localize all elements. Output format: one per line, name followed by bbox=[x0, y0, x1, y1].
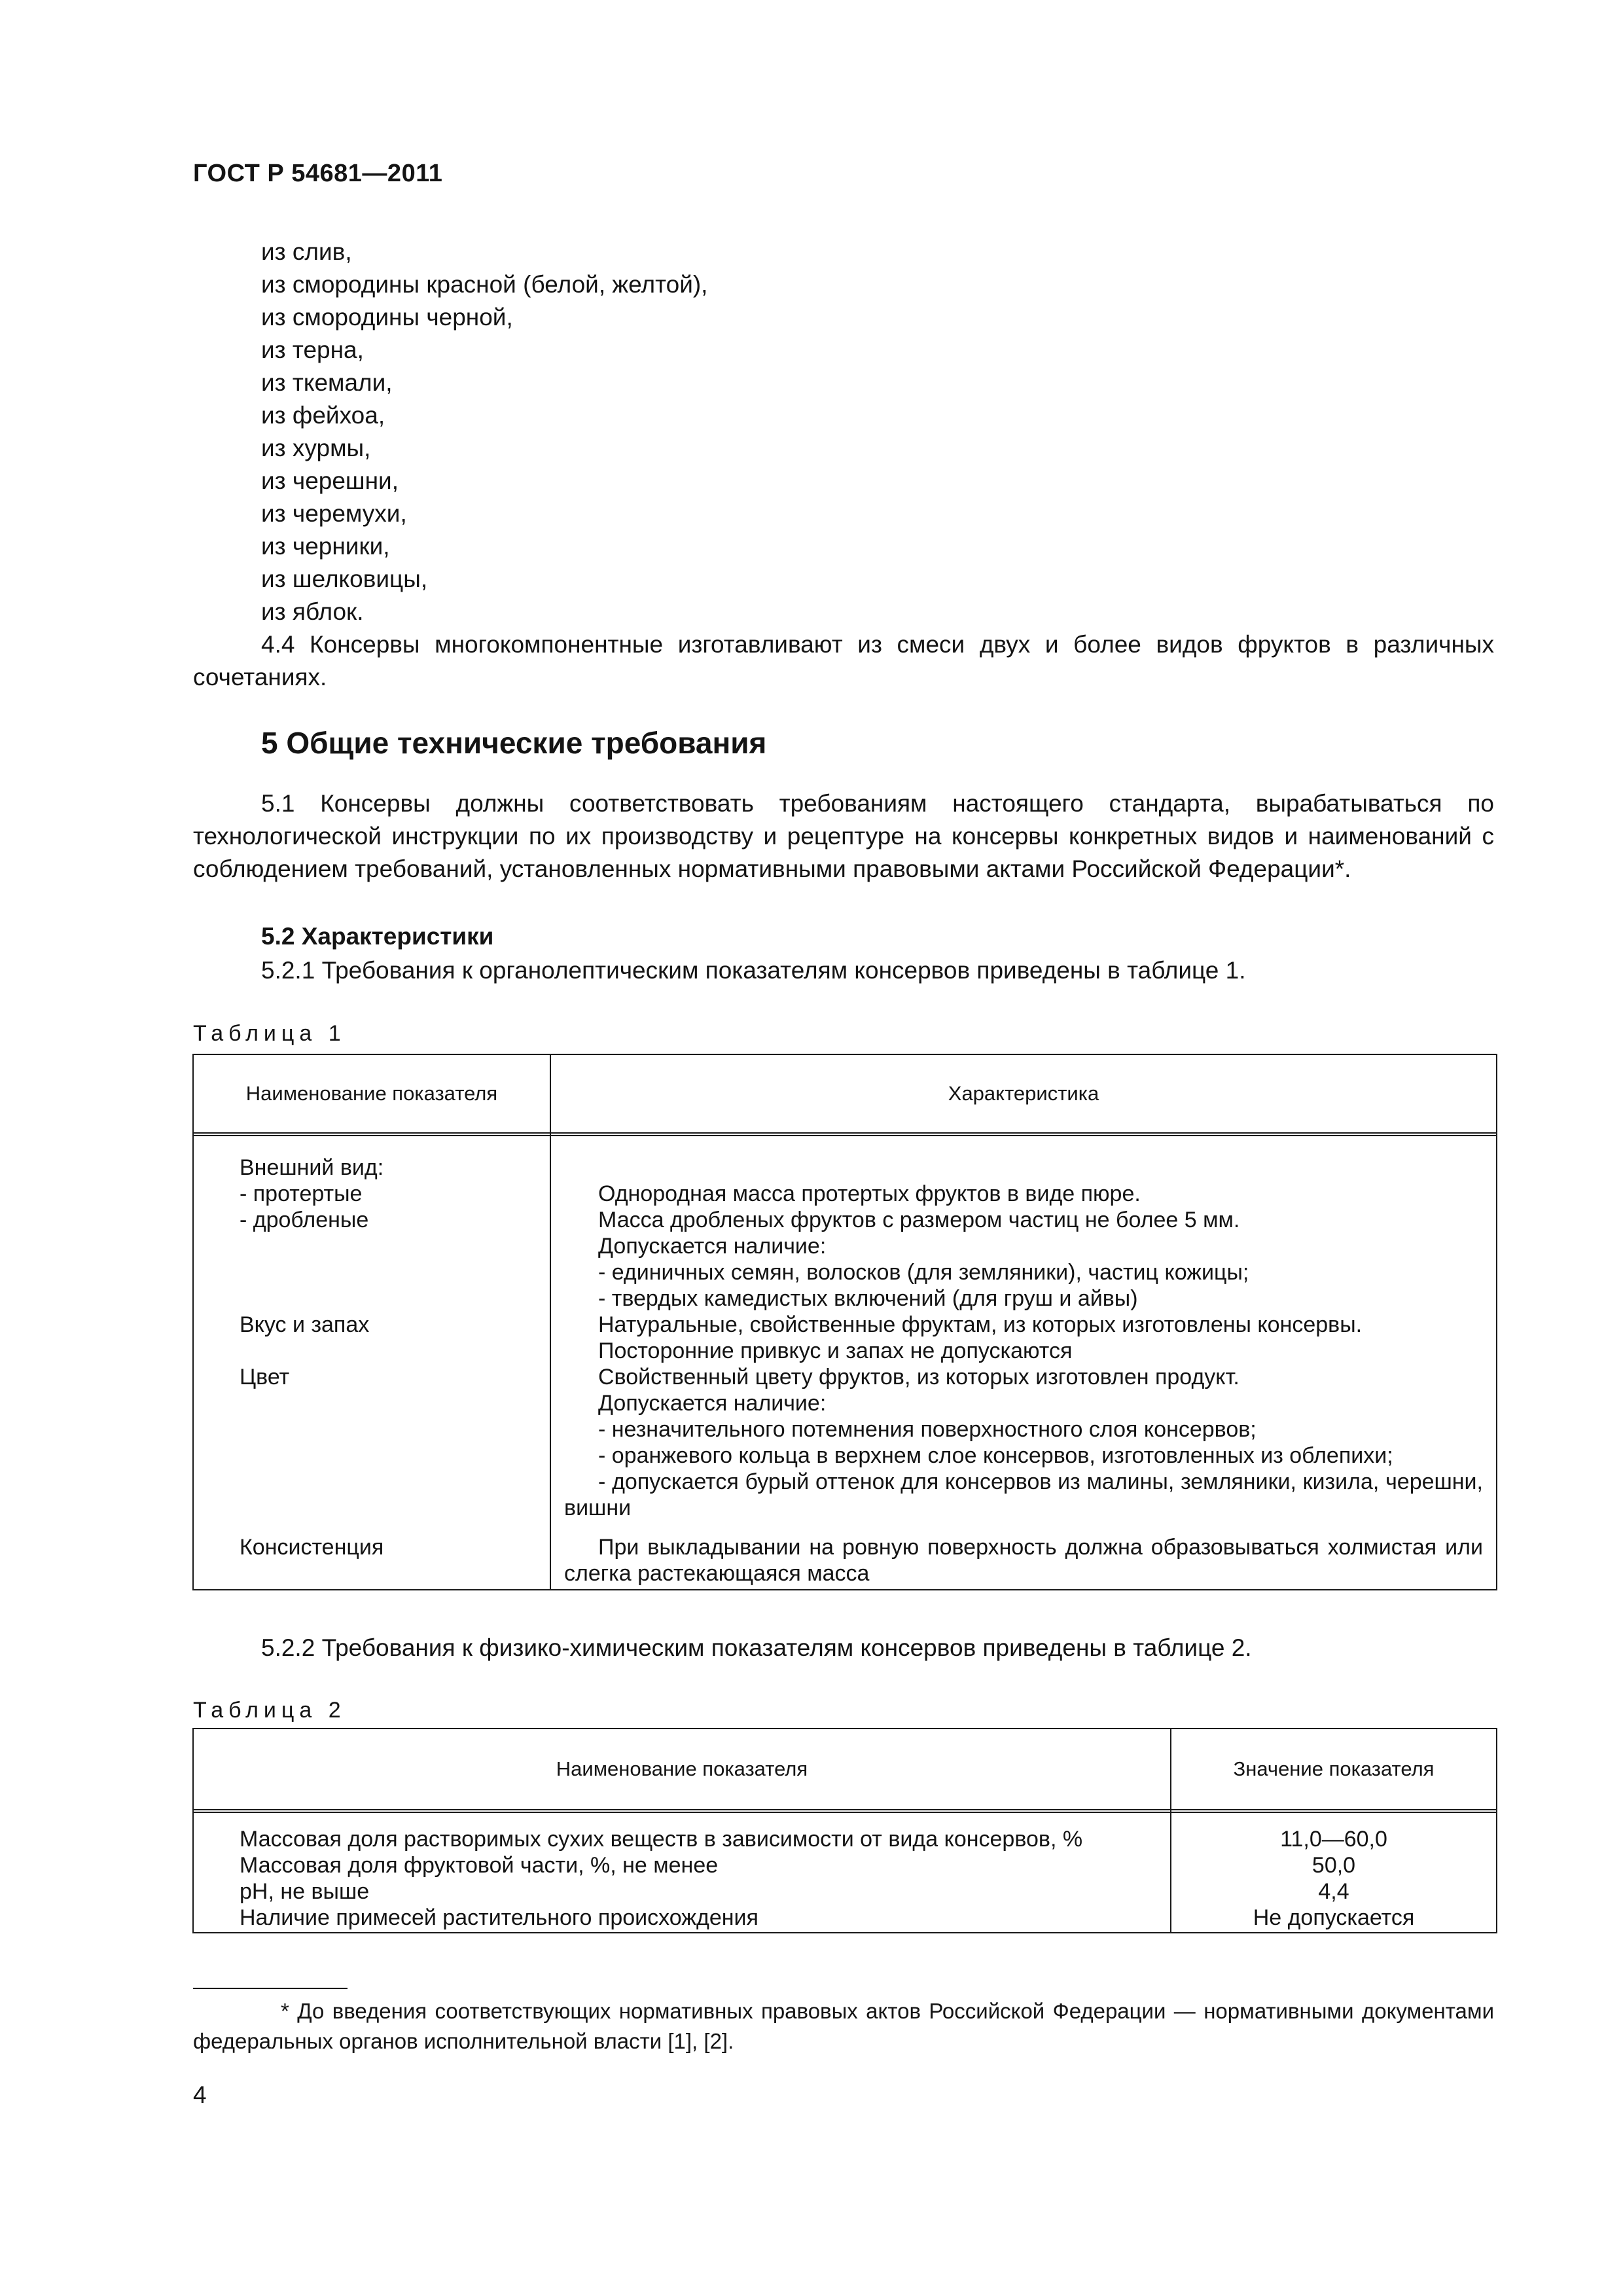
table1-header-name: Наименование показателя bbox=[245, 1082, 498, 1105]
table-cell: Не допускается bbox=[1253, 1905, 1415, 1930]
table-cell: 50,0 bbox=[1311, 1853, 1356, 1878]
table2-values bbox=[1171, 1826, 1496, 1931]
table1-consistency-label: Консистенция bbox=[240, 1535, 384, 1560]
table1-right-column: Однородная масса протертых фруктов в виде пюре. Масса дробленых фруктов с размером частиц не более 5 мм. Допускается наличие: - единичных семян, волосков (для земляники), частиц кожицы; - твердых камедистых включений (для груш и айвы) Натуральные, свойственные фруктам, из которых изготовлены консервы. Посторонние привкус и запах не допускаются Свойственный цвету фруктов, из которых изготовлен продукт. Допускается наличие: - незначительного потемнения поверхностного слоя консервов; - оранжевого кольца в верхнем слое консервов, изготовленных из облепихи; bbox=[598, 1181, 1393, 1468]
table-row: pH, не выше bbox=[240, 1879, 370, 1904]
table-cell: 4,4 bbox=[1318, 1879, 1349, 1904]
list-item: из смородины черной, bbox=[261, 304, 513, 331]
list-item: из шелковицы, bbox=[261, 565, 428, 592]
paragraph-5-2-1: 5.2.1 Требования к органолептическим показателям консервов приведены в таблице 1. bbox=[261, 957, 1246, 984]
table1-brown-tint-note: - допускается бурый оттенок для консервов из малины, земляники, кизила, черешни, вишни bbox=[564, 1469, 1483, 1520]
page-number: 4 bbox=[193, 2081, 207, 2108]
section-5-title: 5 Общие технические требования bbox=[261, 726, 767, 760]
list-item: из терна, bbox=[261, 336, 364, 363]
fruit-list bbox=[261, 236, 707, 628]
table-row: Массовая доля фруктовой части, %, не менее bbox=[240, 1853, 719, 1878]
table-row: Наличие примесей растительного происхождения bbox=[240, 1905, 758, 1930]
table1-consistency-text: При выкладывании на ровную поверхность должна образовываться холмистая или слегка растекающаяся масса bbox=[564, 1535, 1483, 1586]
table1-left-column: Внешний вид: - протертые - дробленые Вкус и запах Цвет bbox=[240, 1155, 384, 1390]
paragraph-5-2-2: 5.2.2 Требования к физико-химическим показателям консервов приведены в таблице 2. bbox=[261, 1634, 1252, 1661]
list-item: из ткемали, bbox=[261, 369, 393, 396]
table1-caption: Таблица 1 bbox=[193, 1021, 346, 1046]
table2-header-value: Значение показателя bbox=[1233, 1757, 1435, 1780]
subsection-5-2-title: 5.2 Характеристики bbox=[261, 923, 494, 950]
list-item: из смородины красной (белой, желтой), bbox=[261, 271, 708, 298]
list-item: из черешни, bbox=[261, 467, 399, 494]
list-item: из черемухи, bbox=[261, 500, 407, 527]
list-item: из слив, bbox=[261, 238, 352, 265]
list-item: из хурмы, bbox=[261, 435, 371, 461]
list-item: из фейхоа, bbox=[261, 402, 385, 429]
table-1 bbox=[192, 1054, 1497, 1590]
footnote-divider bbox=[193, 1988, 348, 1989]
list-item: из черники, bbox=[261, 533, 390, 560]
table2-names bbox=[240, 1826, 1082, 1931]
footnote: * До введения соответствующих нормативных правовых актов Российской Федерации — нормативными документами федеральных органов исполнительной власти [1], [2]. bbox=[193, 1999, 1494, 2053]
list-item: из яблок. bbox=[261, 598, 364, 625]
table2-header-name: Наименование показателя bbox=[556, 1757, 808, 1780]
table-cell: 11,0—60,0 bbox=[1280, 1827, 1387, 1852]
paragraph-5-1: 5.1 Консервы должны соответствовать требованиям настоящего стандарта, вырабатываться по технологической инструкции по их производству и рецептуре на консервы конкретных видов и наименований с соблюдением требований, установленных нормативными правовыми актами Российской Федерации*. bbox=[193, 790, 1494, 882]
table-2 bbox=[192, 1728, 1497, 1933]
table1-header-characteristic: Характеристика bbox=[948, 1082, 1099, 1105]
document-header: ГОСТ Р 54681—2011 bbox=[193, 160, 443, 187]
table2-caption: Таблица 2 bbox=[193, 1698, 346, 1723]
paragraph-4-4: 4.4 Консервы многокомпонентные изготавливают из смеси двух и более видов фруктов в различных сочетаниях. bbox=[193, 631, 1494, 691]
table-row: Массовая доля растворимых сухих веществ в зависимости от вида консервов, % bbox=[240, 1827, 1083, 1852]
